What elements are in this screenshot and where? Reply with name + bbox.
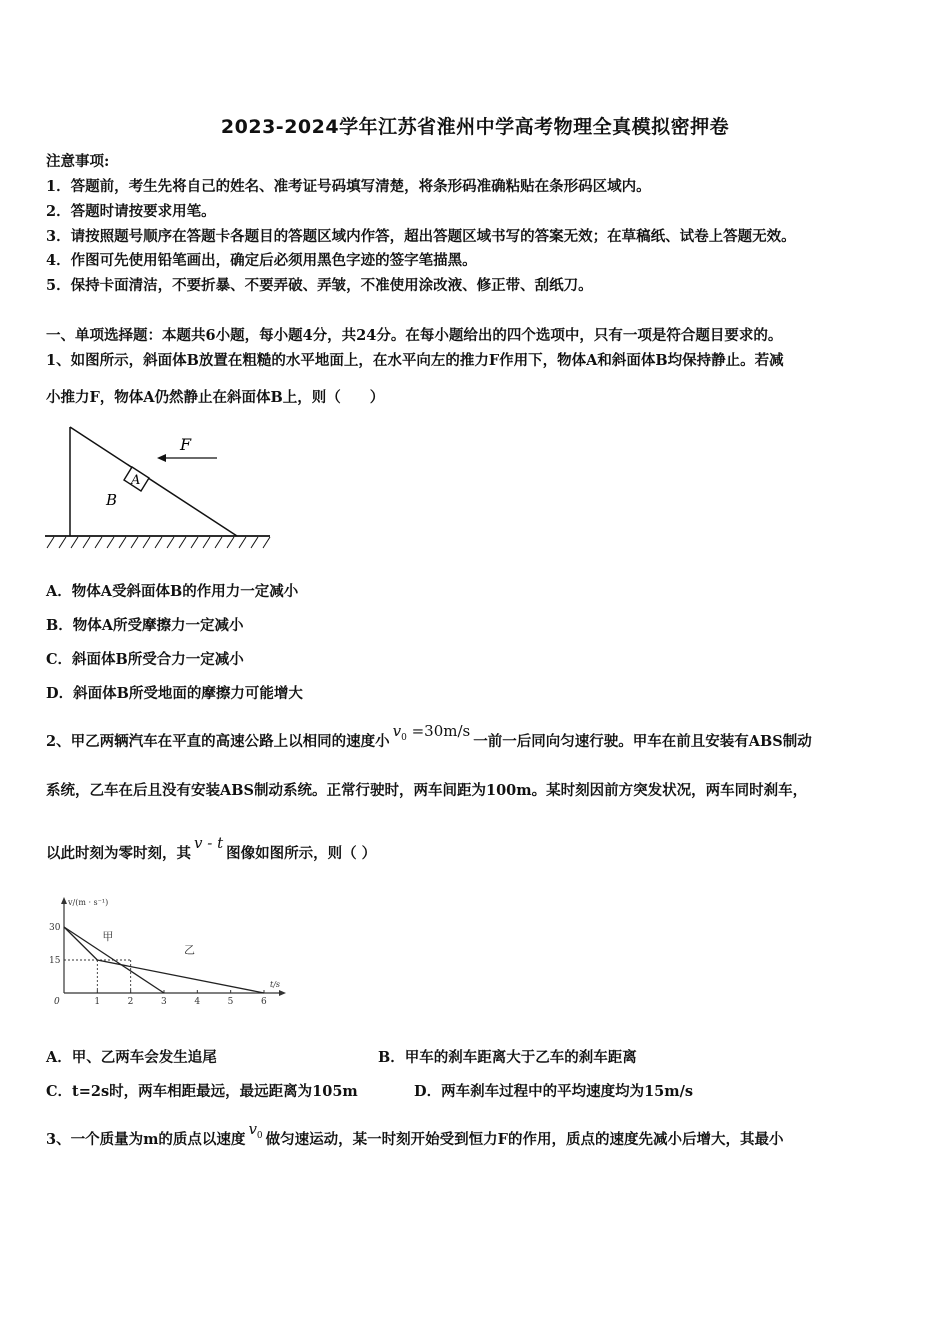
x-tick-label: 4 bbox=[194, 997, 201, 1007]
vt-formula: v - t bbox=[194, 834, 224, 852]
ground-hatch bbox=[47, 537, 270, 548]
x-tick-label: 0 bbox=[54, 997, 60, 1007]
x-tick-label: 3 bbox=[161, 997, 167, 1007]
v0-formula: $v_0 =30m/s$ bbox=[392, 722, 471, 743]
question-2-line bbox=[46, 722, 812, 754]
incline-label: B bbox=[106, 491, 118, 509]
question-2-text: 图像如图所示，则（ ） bbox=[226, 845, 377, 862]
incline-figure bbox=[40, 418, 280, 558]
y-tick-label: 30 bbox=[49, 923, 61, 933]
x-tick-label: 6 bbox=[261, 997, 267, 1007]
question-3-text: 3、一个质量为m的质点以速度 bbox=[46, 1131, 246, 1148]
notice-item: 2．答题时请按要求用笔。 bbox=[46, 203, 216, 220]
y-axis-label: v/(m · s⁻¹) bbox=[68, 898, 109, 907]
question-1-option: D．斜面体B所受地面的摩擦力可能增大 bbox=[46, 685, 303, 702]
notice-item: 4．作图可先使用铅笔画出，确定后必须用黑色字迹的签字笔描黑。 bbox=[46, 252, 477, 269]
series-label: 甲 bbox=[102, 930, 114, 944]
incline-slope bbox=[70, 427, 237, 536]
question-1-option: C．斜面体B所受合力一定减小 bbox=[46, 651, 244, 668]
notice-item: 5．保持卡面清洁，不要折暴、不要弄破、弄皱，不准使用涂改液、修正带、刮纸刀。 bbox=[46, 277, 593, 294]
question-3-line bbox=[46, 1120, 784, 1152]
series-label: 乙 bbox=[184, 943, 195, 957]
page-title: 2023-2024学年江苏省淮州中学高考物理全真模拟密押卷 bbox=[220, 116, 730, 138]
x-axis-arrow bbox=[279, 990, 286, 996]
v0-formula: $v_0$ bbox=[248, 1120, 263, 1141]
x-tick-label: 1 bbox=[94, 997, 101, 1007]
series-line-1 bbox=[64, 927, 164, 993]
question-1-line: 小推力F，物体A仍然静止在斜面体B上，则（ ） bbox=[46, 389, 385, 406]
question-2-text: 2、甲乙两辆汽车在平直的高速公路上以相同的速度小 bbox=[46, 733, 390, 750]
question-1-option: A．物体A受斜面体B的作用力一定减小 bbox=[46, 583, 299, 600]
notice-heading: 注意事项: bbox=[46, 153, 110, 170]
question-3-text: 做匀速运动，某一时刻开始受到恒力F的作用，质点的速度先减小后增大，其最小 bbox=[265, 1131, 784, 1148]
vt-chart bbox=[46, 893, 296, 1011]
notice-item: 3．请按照题号顺序在答题卡各题目的答题区域内作答，超出答题区域书写的答案无效；在草稿纸、试卷上答题无效。 bbox=[46, 228, 796, 245]
notice-item: 1．答题前，考生先将自己的姓名、准考证号码填写清楚，将条形码准确粘贴在条形码区域内。 bbox=[46, 178, 651, 195]
question-1-line: 1、如图所示，斜面体B放置在粗糙的水平地面上，在水平向左的推力F作用下，物体A和斜面体B均保持静止。若减 bbox=[46, 352, 784, 369]
question-2-option: D．两车刹车过程中的平均速度均为15m/s bbox=[414, 1083, 694, 1100]
question-2-line: 系统，乙车在后且没有安装ABS制动系统。正常行驶时，两车间距为100m。某时刻因前方突发状况，两车同时刹车， bbox=[46, 782, 808, 799]
question-2-option: A．甲、乙两车会发生追尾 bbox=[46, 1049, 217, 1066]
force-label: F bbox=[180, 435, 192, 454]
question-2-text: 以此时刻为零时刻，其 bbox=[46, 845, 191, 862]
y-axis-arrow bbox=[61, 897, 67, 904]
y-tick-label: 15 bbox=[49, 956, 61, 966]
question-2-option: C．t=2s时，两车相距最远，最远距离为105m bbox=[46, 1083, 358, 1100]
question-2-option: B．甲车的刹车距离大于乙车的刹车距离 bbox=[378, 1049, 637, 1066]
x-tick-label: 2 bbox=[127, 997, 134, 1007]
question-1-option: B．物体A所受摩擦力一定减小 bbox=[46, 617, 244, 634]
force-arrowhead bbox=[157, 454, 166, 462]
x-axis-label: t/s bbox=[270, 980, 281, 989]
question-2-text: 一前一后同向匀速行驶。甲车在前且安装有ABS制动 bbox=[473, 733, 812, 750]
block-a-label: A bbox=[131, 473, 141, 488]
x-tick-label: 5 bbox=[227, 997, 234, 1007]
question-2-line bbox=[46, 834, 377, 864]
section-heading: 一、单项选择题：本题共6小题，每小题4分，共24分。在每小题给出的四个选项中，只有一项是符合题目要求的。 bbox=[46, 327, 783, 344]
